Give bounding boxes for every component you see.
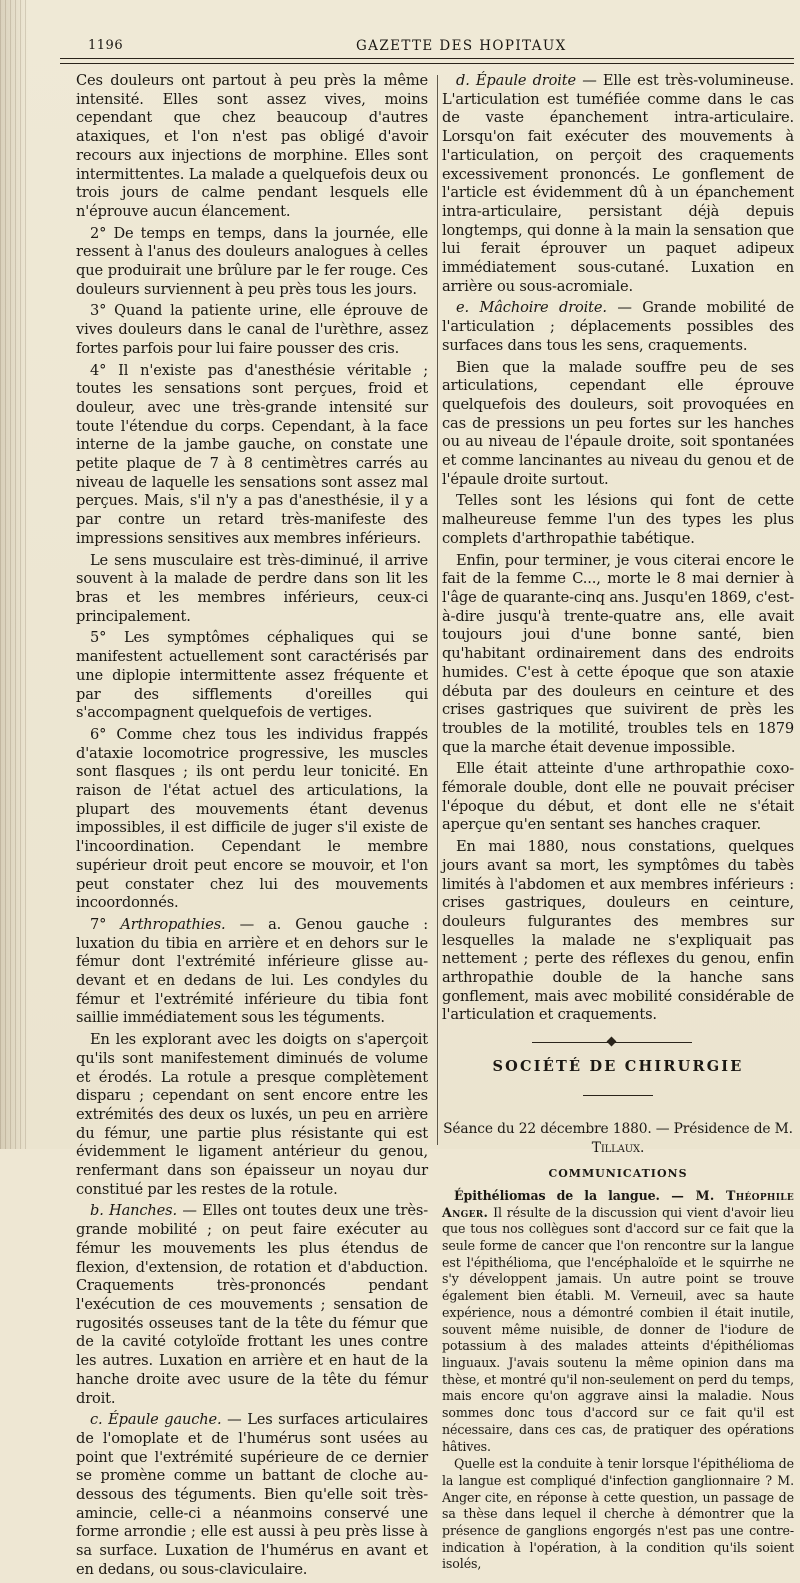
paragraph: 4° Il n'existe pas d'anesthésie véritable ; toutes les sensations sont perçues, froid et douleur, avec une très-grande intensité sur toute l'étendue du corps. Cependant, à la face interne de la jambe gauche, on constate une petite plaque de 7 à 8 centimètres carrés au niveau de laquelle les sensations sont assez mal perçues. Mais, s'il n'y a pas d'anesthésie, il y a par contre un retard très-manifeste des impressions sensitives aux membres inférieurs. — [76, 361, 428, 547]
binding-edge — [0, 0, 26, 1149]
communication-author: — M. Théophile Anger. — [442, 1187, 794, 1220]
session-president: Tillaux. — [591, 1139, 645, 1156]
section-separator — [442, 1028, 794, 1058]
paragraph: Le sens musculaire est très-diminué, il arrive souvent à la malade de perdre dans son lit les bras et les membres inférieurs, ceux-ci principalement. — [76, 551, 428, 625]
journal-title: GAZETTE DES HOPITAUX — [356, 38, 567, 54]
paragraph: Quelle est la conduite à tenir lorsque l'épithélioma de la langue est compliqué d'infection ganglionnaire ? M. Anger cite, en réponse à cette question, un passage de sa thèse dans lequel il cherche à démontrer que la présence de ganglions engorgés n'est pas une contre-indication à l'opération, à la condition qu'ils soient isolés, — [442, 1456, 794, 1572]
page-header — [88, 38, 788, 60]
paragraph — [442, 299, 794, 355]
header-rule — [60, 58, 794, 64]
paragraph: En les explorant avec les doigts on s'aperçoit qu'ils sont manifestement diminués de volume et érodés. La rotule a presque complètement disparu ; cependant on sent encore entre les extrémités des deux os luxés, un peu en arrière du fémur, une partie plus résistante qui est évidemment le ligament antérieur du genou, renfermant dans son épaisseur un noyau dur constitué par les restes de la rotule. — [76, 1031, 428, 1198]
right-column — [442, 72, 794, 1574]
section-heading: d. Épaule droite — [456, 72, 576, 89]
paragraph — [76, 1411, 428, 1579]
paragraph: 3° Quand la patiente urine, elle éprouve de vives douleurs dans le canal de l'urèthre, assez fortes parfois pour lui faire pousser des cris. — [76, 302, 428, 357]
communication-text — [442, 1188, 794, 1573]
paragraph-text: — Elles ont toutes deux une très-grande mobilité ; on peut faire exécuter au fémur les mouvements les plus étendus de flexion, d'extension, de rotation et d'abduction. Craquements très-prononcés pendant l'exécution de ces mouvements ; sensation de rugosités osseuses tant de la tête du fémur que de la cavité cotyloïde frottant les unes contre les autres. Luxation en arrière et en haut de la hanche droite avec usure de la tête du fémur droit. — [76, 1202, 428, 1407]
paragraph — [442, 1188, 794, 1455]
section-heading: b. Hanches. — [90, 1202, 177, 1220]
paragraph: 6° Comme chez tous les individus frappés d'ataxie locomotrice progressive, les muscles sont flasques ; ils ont perdu leur tonicité. En raison de l'état actuel des articulations, la plupart des mouvements étant devenus impossibles, il est difficile de juger s'il existe de l'incoordination. Cependant le membre supérieur droit peut encore se mouvoir, et l'on peut constater chez lui des mouvements incoordonnés. — [76, 725, 428, 912]
separator-ornament — [607, 1037, 617, 1047]
paragraph: En mai 1880, nous constations, quelques jours avant sa mort, les symptômes du tabès limités à l'abdomen et aux membres inférieurs : crises gastriques, douleurs en ceinture, douleurs fulgurantes des membres sur lesquelles la malade ne s'expliquait pas nettement ; perte des réflexes du genou, enfin arthropathie double de la hanche sans gonflement, mais avec mobilité considérable de l'articulation et craquements. — [442, 838, 794, 1024]
paragraph: 2° De temps en temps, dans la journée, elle ressent à l'anus des douleurs analogues à celles que produirait une brûlure par le fer rouge. Ces douleurs surviennent à peu près tous les jours. — [76, 224, 428, 298]
paragraph-text: Il résulte de la discussion qui vient d'avoir lieu que tous nos collègues sont d'accord sur ce fait que la seule forme de cancer que l'on rencontre sur la langue est l'épithélioma, que l'encéphaloïde et le squirrhe ne s'y développent jamais. Un autre point se trouve également bien établi. M. Verneuil, avec sa haute expérience, nous a démontré combien il était inutile, souvent même nuisible, de donner de l'iodure de potassium à des malades atteints d'épithéliomas linguaux. J'avais soutenu la même opinion dans ma thèse, et montré qu'il non-seulement on perd du temps, mais encore qu'on aggrave ainsi la maladie. Nous sommes donc tous d'accord sur ce fait qu'il est nécessaire, dans ces cas, de pratiquer des opérations hâtives. — [442, 1204, 794, 1454]
paragraph: Bien que la malade souffre peu de ses articulations, cependant elle éprouve quelquefois des douleurs, soit provoquées en cas de pressions un peu fortes sur les hanches ou au niveau de l'épaule droite, soit spontanées et comme lancinantes au niveau du genou et de l'épaule droite surtout. — [442, 358, 794, 488]
column-divider — [437, 75, 438, 1145]
page-number: 1196 — [88, 38, 124, 53]
paragraph-text: — Grande mobilité de l'articulation ; déplacements possibles des surfaces dans tous les sens, craquements. — [442, 299, 794, 354]
communications-label: COMMUNICATIONS — [548, 1167, 688, 1181]
paragraph: 5° Les symptômes céphaliques qui se manifestent actuellement sont caractérisés par une diplopie intermittente assez fréquente et par des sifflements d'oreilles qui s'accompagnent quelquefois de vertiges. — [76, 629, 428, 722]
section-heading: Arthropathies. — [120, 915, 226, 933]
paragraph-text: — Elle est très-volumineuse. L'articulation est tuméfiée comme dans le cas de vaste épanchement intra-articulaire. Lorsqu'on fait exécuter des mouvements à l'articulation, on perçoit des craquements excessivement prononcés. Le gonflement de l'article est évidemment dû à un épanchement intra-articulaire, persistant déjà depuis longtemps, qui donne à la main la sensation que lui ferait éprouver un paquet adipeux immédiatement sous-cutané. Luxation en arrière ou sous-acromiale. — [442, 72, 794, 295]
section-heading: c. Épaule gauche. — [90, 1411, 222, 1429]
section-heading: e. Mâchoire droite. — [456, 299, 607, 317]
paragraph — [76, 1202, 428, 1408]
paragraph-text: — Les surfaces articulaires de l'omoplate et de l'humérus sont usées au point que l'extrémité supérieure de ce dernier se promène comme un battant de cloche au-dessous des téguments. Bien qu'elle soit très-amincie, celle-ci a néanmoins conservé une forme arrondie ; elle est aussi à peu près lisse à sa surface. Luxation de l'humérus en avant et en dedans, ou sous-claviculaire. — [76, 1411, 428, 1578]
paragraph: Elle était atteinte d'une arthropathie coxo-fémorale double, dont elle ne pouvait préciser l'époque du début, et dont elle ne s'était aperçue qu'en sentant ses hanches craquer. — [442, 760, 794, 834]
paragraph — [76, 916, 428, 1028]
society-title: SOCIÉTÉ DE CHIRURGIE — [492, 1058, 744, 1076]
item-number: 7° — [90, 915, 121, 933]
session-text: Séance du 22 décembre 1880. — Présidence de M. — [443, 1120, 793, 1137]
paragraph: Telles sont les lésions qui font de cette malheureuse femme l'un des types les plus complets d'arthropathie tabétique. — [442, 492, 794, 547]
paragraph: Ces douleurs ont partout à peu près la même intensité. Elles sont assez vives, moins cependant que chez beaucoup d'autres ataxiques, et l'on n'est pas obligé d'avoir recours aux injections de morphine. Elles sont intermittentes. La malade a quelquefois deux ou trois jours de calme pendant lesquels elle n'éprouve aucun élancement. — [76, 72, 428, 220]
session-line — [442, 1120, 794, 1157]
title-rule — [583, 1095, 653, 1096]
paragraph: Enfin, pour terminer, je vous citerai encore le fait de la femme C..., morte le 8 mai dernier à l'âge de quarante-cinq ans. Jusqu'en 1869, c'est-à-dire jusqu'à trente-quatre ans, elle avait toujours joui d'une bonne santé, bien qu'habitant ordinairement dans des endroits humides. C'est à cette époque que son ataxie débuta par des douleurs en ceinture et des crises gastriques que suivirent de près les troubles de la motilité, troubles tels en 1879 que la marche était devenue impossible. — [442, 551, 794, 756]
communication-title: Épithéliomas de la langue. — [454, 1187, 660, 1203]
paragraph-text: — a. Genou gauche : luxation du tibia en arrière et en dehors sur le fémur dont l'extrémité inférieure glisse au-devant et en dedans de lui. Les condyles du fémur et l'extrémité inférieure du tibia font saillie immédiatement sous les téguments. — [76, 915, 428, 1027]
left-column — [76, 72, 428, 1583]
paragraph — [442, 72, 794, 296]
